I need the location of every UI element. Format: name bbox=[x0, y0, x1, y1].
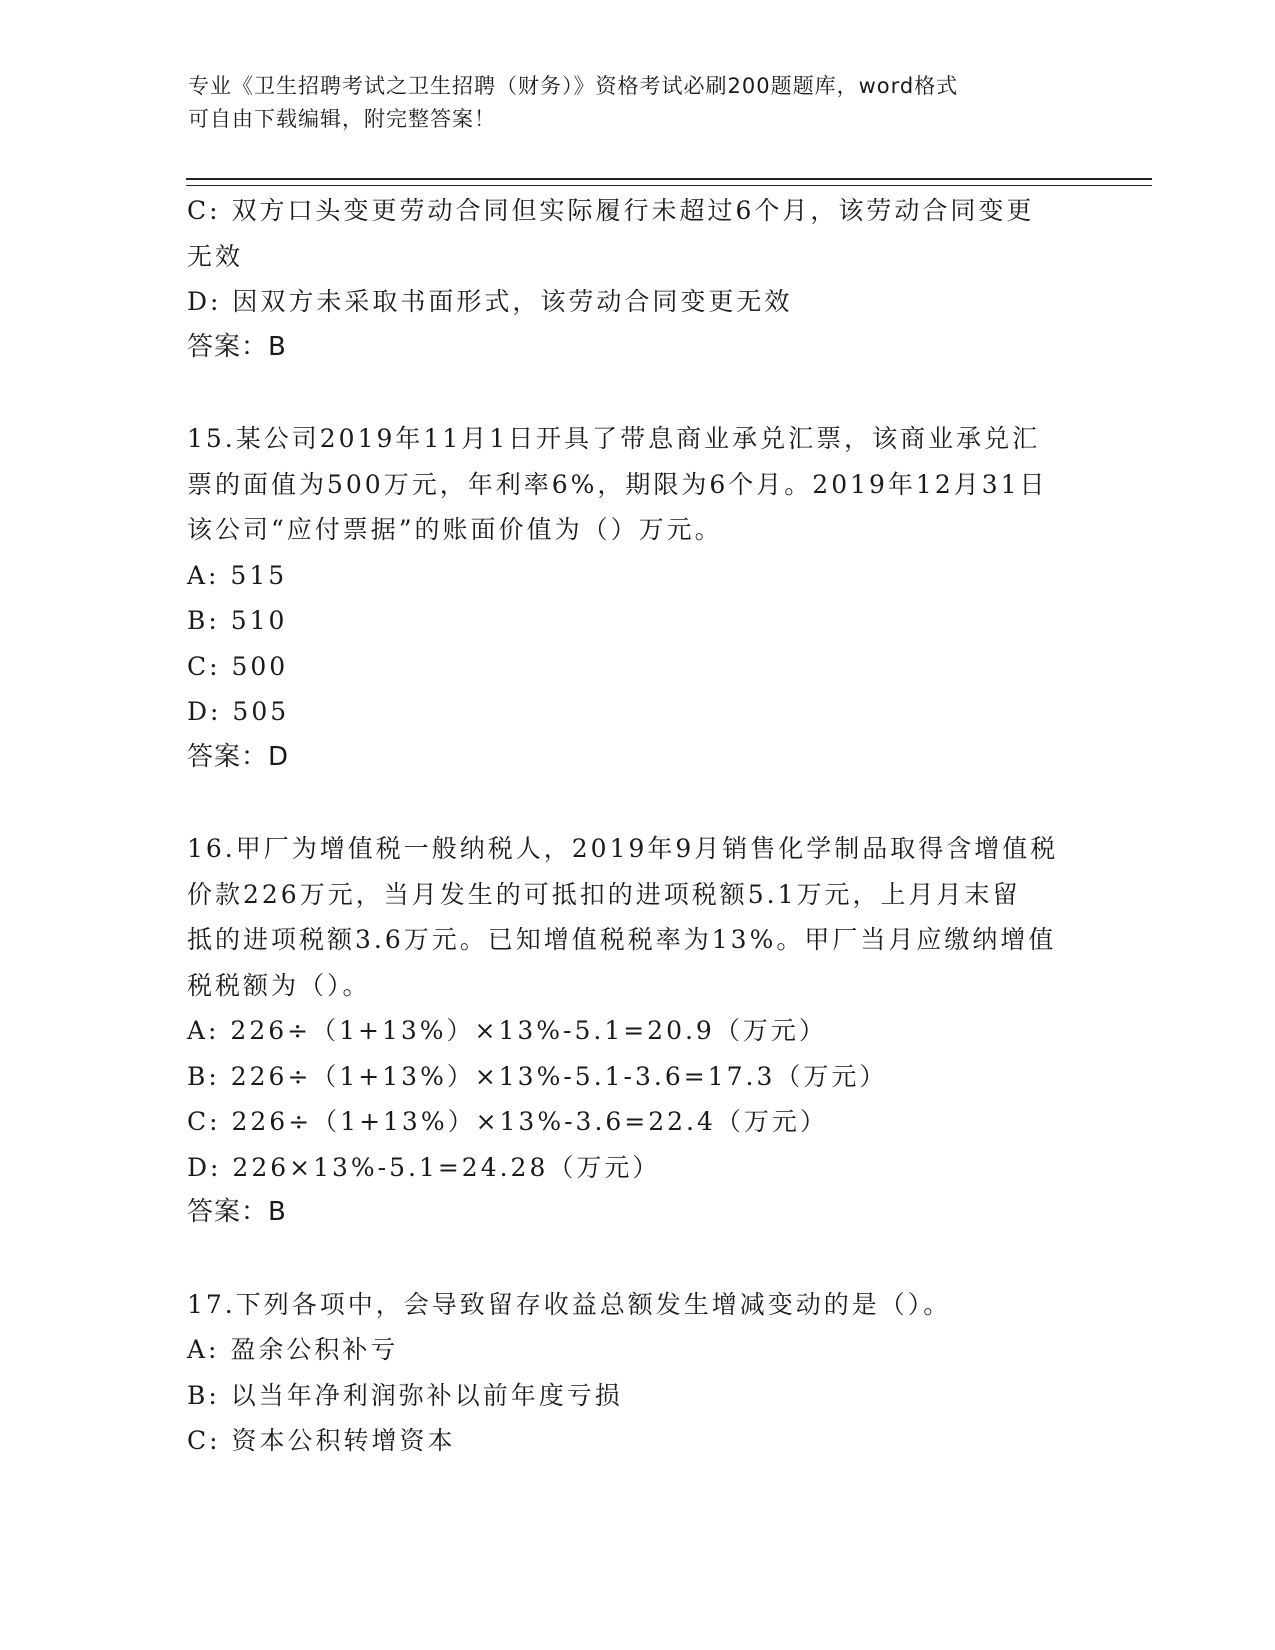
question-stem-line-2: 价款226万元，当月发生的可抵扣的进项税额5.1万元，上月月末留 bbox=[187, 879, 1021, 909]
question-block-16 bbox=[187, 826, 1087, 1236]
option-d: D: 226×13%-5.1=24.28（万元） bbox=[187, 1152, 661, 1182]
question-block-14 bbox=[187, 188, 1087, 370]
answer-label: 答案：D bbox=[187, 741, 290, 772]
option-c-line-2: 无效 bbox=[187, 241, 244, 271]
spacer bbox=[187, 780, 1087, 826]
question-stem-line-2: 票的面值为500万元，年利率6%，期限为6个月。2019年12月31日 bbox=[187, 469, 1048, 499]
option-c: C: 500 bbox=[187, 651, 289, 681]
option-b: B: 226÷（1+13%）×13%-5.1-3.6=17.3（万元） bbox=[187, 1061, 888, 1091]
question-stem-line-1: 16.甲厂为增值税一般纳税人，2019年9月销售化学制品取得含增值税 bbox=[187, 834, 1059, 863]
option-a: A: 226÷（1+13%）×13%-5.1=20.9（万元） bbox=[187, 1016, 827, 1045]
question-block-17 bbox=[187, 1282, 1087, 1464]
option-d: D: 505 bbox=[187, 697, 290, 726]
document-header bbox=[188, 70, 1068, 136]
header-title-line-2: 可自由下载编辑，附完整答案！ bbox=[188, 107, 496, 131]
option-b: B: 510 bbox=[187, 606, 288, 635]
option-a: A: 515 bbox=[187, 560, 288, 590]
question-stem-line-1: 17.下列各项中，会导致留存收益总额发生增减变动的是（）。 bbox=[187, 1289, 952, 1319]
question-stem-line-3: 抵的进项税额3.6万元。已知增值税税率为13%。甲厂当月应缴纳增值 bbox=[187, 925, 1057, 954]
header-divider bbox=[186, 178, 1152, 186]
option-b: B: 以当年净利润弥补以前年度亏损 bbox=[187, 1380, 623, 1410]
question-block-15 bbox=[187, 416, 1087, 780]
option-c-line-1: C: 双方口头变更劳动合同但实际履行未超过6个月，该劳动合同变更 bbox=[187, 196, 1035, 225]
option-c: C: 资本公积转增资本 bbox=[187, 1426, 456, 1455]
question-stem-line-3: 该公司“应付票据”的账面价值为（）万元。 bbox=[187, 515, 723, 544]
option-c: C: 226÷（1+13%）×13%-3.6=22.4（万元） bbox=[187, 1107, 828, 1136]
question-content bbox=[187, 188, 1087, 1464]
option-a: A: 盈余公积补亏 bbox=[187, 1335, 399, 1364]
answer-label: 答案：B bbox=[187, 331, 287, 362]
question-stem-line-1: 15.某公司2019年11月1日开具了带息商业承兑汇票，该商业承兑汇 bbox=[187, 424, 1041, 453]
header-title-line-1: 专业《卫生招聘考试之卫生招聘（财务）》资格考试必刷200题题库，word格式 bbox=[188, 74, 959, 98]
question-stem-line-4: 税税额为（）。 bbox=[187, 970, 371, 1000]
answer-label: 答案：B bbox=[187, 1197, 287, 1227]
option-d: D: 因双方未采取书面形式，该劳动合同变更无效 bbox=[187, 287, 793, 316]
spacer bbox=[187, 1236, 1087, 1282]
spacer bbox=[187, 370, 1087, 416]
